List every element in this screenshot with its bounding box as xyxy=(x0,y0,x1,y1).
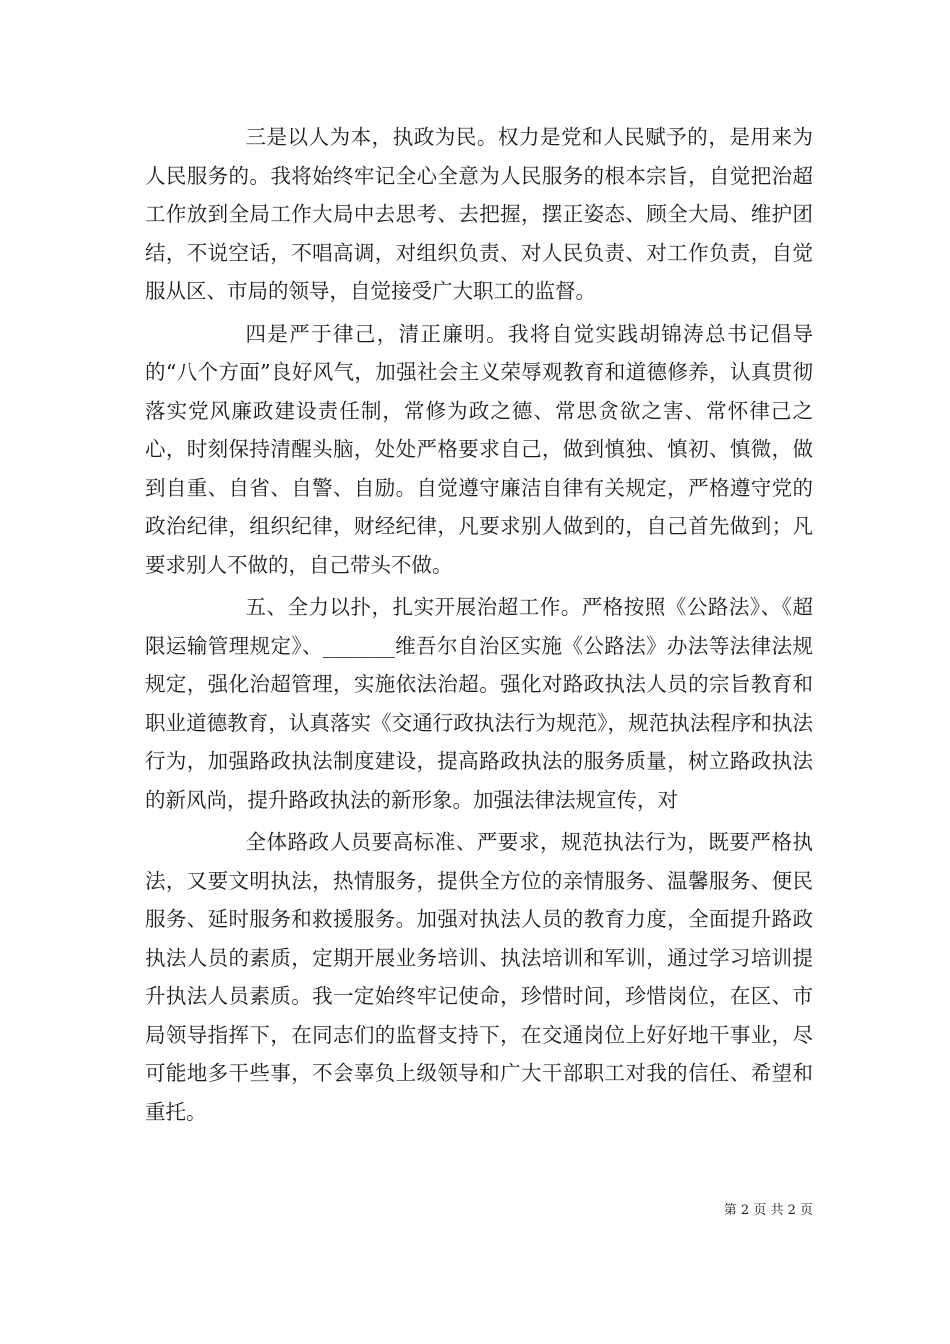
document-body xyxy=(145,118,813,1131)
paragraph-road-staff: 全体路政人员要高标准、严要求，规范执法行为，既要严格执法，又要文明执法，热情服务，提供全方位的亲情服务、温馨服务、便民服务、延时服务和救援服务。加强对执法人员的教育力度，全面提升路政执法人员的素质，定期开展业务培训、执法培训和军训，通过学习培训提升执法人员素质。我一定始终牢记使命，珍惜时间，珍惜岗位，在区、市局领导指挥下，在同志们的监督支持下，在交通岗位上好好地干事业，尽可能地多干些事，不会辜负上级领导和广大干部职工对我的信任、希望和重托。 xyxy=(145,830,813,1124)
paragraph-self-discipline: 四是严于律己，清正廉明。我将自觉实践胡锦涛总书记倡导的“八个方面”良好风气，加强社会主义荣辱观教育和道德修养，认真贯彻落实党风廉政建设责任制，常修为政之德、常思贪欲之害、常怀律己之心，时刻保持清醒头脑，处处严格要求自己，做到慎独、慎初、慎微，做到自重、自省、自警、自励。自觉遵守廉洁自律有关规定，严格遵守党的政治纪律，组织纪律，财经纪律，凡要求别人做到的，自己首先做到；凡要求别人不做的，自己带头不做。 xyxy=(145,321,813,577)
paragraph-people-oriented: 三是以人为本，执政为民。权力是党和人民赋予的，是用来为人民服务的。我将始终牢记全心全意为人民服务的根本宗旨，自觉把治超工作放到全局工作大局中去思考、去把握，摆正姿态、顾全大局、维护团结，不说空话，不唱高调，对组织负责、对人民负责、对工作负责，自觉服从区、市局的领导，自觉接受广大职工的监督。 xyxy=(145,125,813,303)
paragraph-overload-control: 五、全力以扑，扎实开展治超工作。严格按照《公路法》、《超限运输管理规定》、_______维吾尔自治区实施《公路法》办法等法律法规规定，强化治超管理，实施依法治超。强化对路政执法人员的宗旨教育和职业道德教育，认真落实《交通行政执法行为规范》，规范执法程序和执法行为，加强路政执法制度建设，提高路政执法的服务质量，树立路政执法的新风尚，提升路政执法的新形象。加强法律法规宣传，对 xyxy=(145,595,813,812)
page-number: 第 2 页 共 2 页 xyxy=(723,1203,813,1218)
